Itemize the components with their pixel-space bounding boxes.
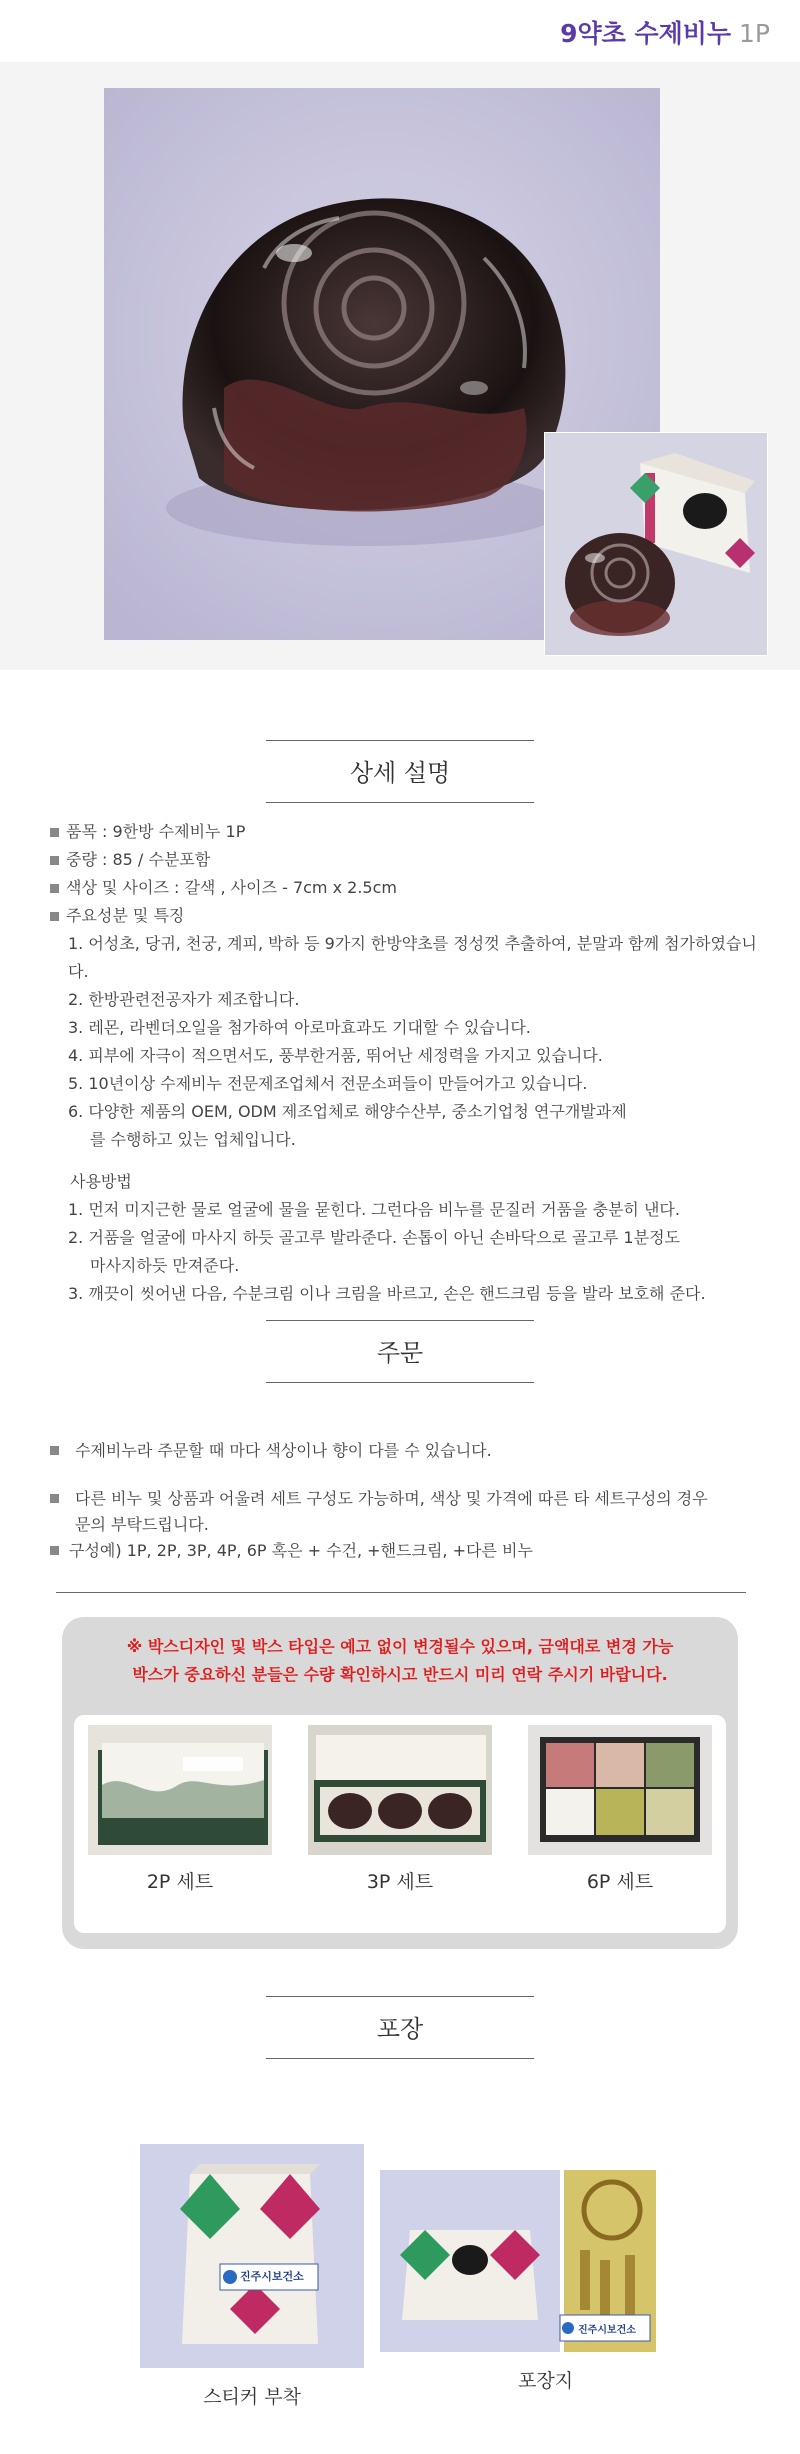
list-item	[50, 874, 770, 902]
list-item	[50, 1438, 740, 1464]
usage-item: 1. 먼저 미지근한 물로 얼굴에 물을 묻힌다. 그런다음 비누를 문질러 거품을 충분히 낸다.	[68, 1200, 680, 1219]
usage-item: 3. 깨끗이 씻어낸 다음, 수분크림 이나 크림을 바르고, 손은 핸드크림 등을 발라 보호해 준다.	[68, 1284, 706, 1303]
wrapping-photo	[380, 2170, 656, 2352]
sticker-text: 진주시보건소	[578, 2325, 636, 2336]
set-item-3p	[308, 1725, 492, 1894]
warning-line: ※ 박스디자인 및 박스 타입은 예고 없이 변경될수 있으며, 금액대로 변경 가능	[126, 1637, 674, 1656]
soap-box-photo	[544, 432, 768, 656]
divider	[266, 802, 534, 803]
feature-item: 3. 레몬, 라벤더오일을 첨가하여 아로마효과도 기대할 수 있습니다.	[68, 1018, 531, 1037]
sticker-box-photo	[140, 2144, 364, 2368]
list-item	[50, 1538, 740, 1564]
item-text: 구성예) 1P, 2P, 3P, 4P, 6P 혹은 + 수건, +핸드크림, +다른 비누	[69, 1541, 533, 1560]
set-label: 3P 세트	[366, 1871, 434, 1893]
bullet-square-icon	[50, 912, 59, 921]
packaging-section-header	[266, 1996, 534, 2059]
divider	[266, 2058, 534, 2059]
pack-label: 스티커 부착	[203, 2386, 301, 2408]
set-3p-photo	[308, 1725, 492, 1855]
feature-item: 5. 10년이상 수제비누 전문제조업체서 전문소퍼들이 만들어가고 있습니다.	[68, 1074, 588, 1093]
item-text: 수제비누라 주문할 때 마다 색상이나 향이 다를 수 있습니다.	[75, 1441, 492, 1460]
usage-item-continued: 마사지하듯 만져준다.	[90, 1256, 240, 1275]
product-quantity: 1P	[739, 19, 770, 48]
feature-item: 2. 한방관련전공자가 제조합니다.	[68, 990, 300, 1009]
pack-item-sticker	[140, 2144, 364, 2409]
product-title	[560, 14, 770, 50]
feature-item: 6. 다양한 제품의 OEM, ODM 제조업체로 해양수산부, 중소기업청 연구개발과제	[68, 1102, 627, 1121]
list-item	[50, 902, 770, 930]
bullet-square-icon	[50, 856, 59, 865]
warning-line: 박스가 중요하신 분들은 수량 확인하시고 반드시 미리 연락 주시기 바랍니다.	[132, 1665, 668, 1684]
set-label: 2P 세트	[146, 1871, 214, 1893]
feature-item: 1. 어성초, 당귀, 천궁, 계피, 박하 등 9가지 한방약초를 정성껏 추출하여, 분말과 함께 첨가하였습니다.	[68, 934, 757, 981]
detail-section-title: 상세 설명	[349, 759, 451, 787]
bullet-square-icon	[50, 828, 59, 837]
set-6p-photo	[528, 1725, 712, 1855]
list-item	[50, 1486, 740, 1538]
pack-label: 포장지	[518, 2370, 574, 2392]
bullet-square-icon	[50, 1446, 59, 1455]
item-text-line: 문의 부탁드립니다.	[75, 1515, 209, 1534]
divider	[56, 1592, 746, 1593]
pack-item-wrapping	[380, 2170, 656, 2393]
detail-info	[50, 818, 770, 1308]
box-warning	[62, 1633, 738, 1689]
packaging-section-title: 포장	[376, 2015, 424, 2043]
item-text: 색상 및 사이즈 : 갈색 , 사이즈 - 7cm x 2.5cm	[66, 878, 397, 897]
set-2p-photo	[88, 1725, 272, 1855]
box-set-panel	[62, 1617, 738, 1949]
sticker-text: 진주시보건소	[240, 2270, 304, 2283]
bullet-square-icon	[50, 884, 59, 893]
list-item	[50, 818, 770, 846]
item-text: 중량 : 85 / 수분포함	[66, 850, 211, 869]
detail-section-header	[266, 740, 534, 803]
usage-title: 사용방법	[70, 1172, 132, 1191]
product-name: 9약초 수제비누	[560, 19, 732, 48]
item-text-line: 다른 비누 및 상품과 어울려 세트 구성도 가능하며, 색상 및 가격에 따른 타 세트구성의 경우	[75, 1489, 708, 1508]
item-text: 품목 : 9한방 수제비누 1P	[66, 822, 246, 841]
item-text	[75, 1486, 708, 1538]
bullet-square-icon	[50, 1546, 59, 1555]
item-text: 주요성분 및 특징	[66, 906, 185, 925]
order-section-header	[266, 1320, 534, 1383]
feature-item: 4. 피부에 자극이 적으면서도, 풍부한거품, 뛰어난 세정력을 가지고 있습니다.	[68, 1046, 603, 1065]
order-section-title: 주문	[376, 1339, 424, 1367]
set-item-6p	[528, 1725, 712, 1894]
usage-item: 2. 거품을 얼굴에 마사지 하듯 골고루 발라준다. 손톱이 아닌 손바닥으로 골고루 1분정도	[68, 1228, 680, 1247]
order-notes	[50, 1438, 740, 1564]
bullet-square-icon	[50, 1494, 59, 1503]
set-item-2p	[88, 1725, 272, 1894]
list-item	[50, 846, 770, 874]
hero-section	[0, 62, 800, 670]
set-label: 6P 세트	[586, 1871, 654, 1893]
set-gallery	[74, 1715, 726, 1933]
divider	[266, 1382, 534, 1383]
feature-item-continued: 를 수행하고 있는 업체입니다.	[90, 1130, 296, 1149]
